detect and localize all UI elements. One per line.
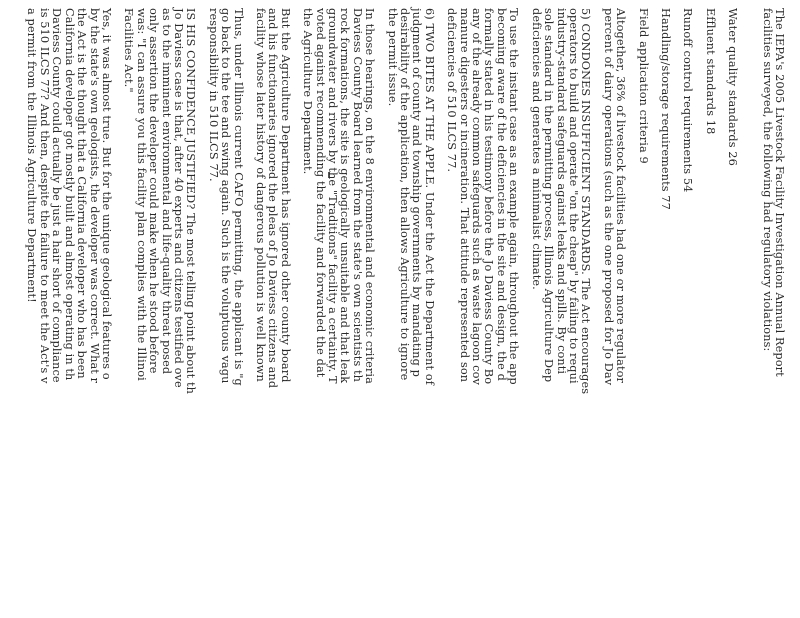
- paragraph-p5: [659, 8, 671, 608]
- paragraph-p1: [760, 8, 785, 608]
- text-line: Yes, it was almost true. But for the unique geological features o: [99, 8, 113, 380]
- paragraph-p3: [703, 8, 715, 608]
- text-line: Daviess County Board learned from the state's own scientists th: [350, 8, 364, 383]
- paragraph-p4: [681, 8, 693, 608]
- text-line: Water quality standards 26: [726, 8, 740, 166]
- text-line: percent of dairy operations (such as the one proposed for Jo Dav: [601, 8, 615, 386]
- text-line: To use the instant case as an example again, throughout the app: [507, 8, 521, 385]
- text-line: only assertion the developer could make when he stood before: [147, 8, 161, 374]
- paragraph-p14: [122, 8, 196, 608]
- text-line: In those hearings, on the 8 environmental and economic criteria: [363, 8, 377, 384]
- paragraph-p2: [726, 8, 738, 608]
- text-line: facility whose later history of dangerous pollution is well known: [254, 8, 267, 382]
- text-line: Daviess County could actually be just a hair short of compliance: [50, 8, 64, 383]
- text-line: voted against recommending the facility and forwarded the dat: [313, 8, 327, 378]
- text-line: rock formations, the site is geologically unsuitable and that leak: [338, 8, 352, 384]
- text-line: desirability of the application, then allows Agriculture to ignore: [398, 8, 412, 381]
- text-line: Effluent standards 18: [703, 8, 717, 135]
- text-column: [25, 8, 785, 608]
- paragraph-p8: [529, 8, 591, 608]
- paragraph-p15: [25, 8, 112, 608]
- text-line: 5) CONDONES INSUFFICIENT STANDARDS. The Act encourages: [579, 8, 593, 395]
- text-line: go back to the tee and swing again. Such is the voluptuous vagu: [219, 8, 233, 384]
- paragraph-p10: [385, 8, 435, 608]
- text-line: Altogether, 36% of livestock facilities had one or more regulator: [614, 8, 628, 383]
- text-line: the permit issue.: [385, 8, 399, 107]
- text-line: responsibility in 510 ILCS 77.: [206, 8, 220, 182]
- text-line: a permit from the Illinois Agriculture Department!: [25, 8, 39, 303]
- paragraph-p11: [301, 8, 375, 608]
- text-line: formally stated in his testimony before the Jo Daviess County Bo: [482, 8, 496, 385]
- text-line: Runoff control requirements 54: [681, 8, 695, 193]
- text-line: Handling/storage requirements 77: [658, 8, 672, 210]
- text-line: by the state's own geologists, the developer was correct. What r: [87, 8, 101, 384]
- text-line: was: "I can assure you this facility plan complies with the Illinoi: [134, 8, 148, 381]
- text-line: operators to build and operate "on the cheap" by failing to requi: [566, 8, 580, 384]
- text-line: Jo Daviess case is that, after 40 experts and citizens testified ove: [171, 8, 185, 388]
- text-line: any of the already common safeguards such as waste lagoon cov: [470, 8, 484, 385]
- text-line: deficiencies of 510 ILCS 77.: [445, 8, 459, 173]
- text-line: the Agriculture Department.: [301, 8, 315, 175]
- text-line: and his functionaries ignored the pleas of Jo Daviess citizens and: [266, 8, 280, 389]
- text-line: industry-standard safeguards against leaks and spills. By conti: [554, 8, 568, 375]
- text-line: California developer got mostly built and almost operating in th: [62, 8, 76, 381]
- paragraph-p9: [445, 8, 519, 608]
- paragraph-p13: [206, 8, 243, 608]
- text-line: is 510 ILCS 77? And then, despite the failure to meet the Act's v: [37, 8, 51, 384]
- text-line: 6) TWO BITES AT THE APPLE. Under the Act the Department of: [422, 8, 436, 385]
- text-line: groundwater and rivers by the "Traditions" facility a certainty. T: [326, 8, 340, 384]
- paragraph-p7: [601, 8, 626, 608]
- text-line: manure digesters or incineration. That attitude represented son: [457, 8, 471, 383]
- text-line: IS HIS CONFIDENCE JUSTIFIED? The most telling point about th: [184, 8, 198, 394]
- text-line: Field application criteria 9: [636, 8, 650, 164]
- text-line: as to the imminent environmental and life-quality threat posed: [159, 8, 173, 375]
- text-line: the Act is the thought that a California developer who has been: [75, 8, 89, 379]
- text-line: Facilities Act.": [122, 8, 136, 93]
- paragraph-p12: [254, 8, 291, 608]
- text-line: The IEPA's 2005 Livestock Facility Investigation Annual Report: [773, 8, 786, 377]
- text-line: judgment of county and township governments by mandating p: [410, 8, 424, 377]
- text-line: But the Agriculture Department has ignored other county board: [278, 8, 292, 383]
- paragraph-p6: [636, 8, 648, 608]
- text-line: sole standard in the permitting process, Illinois Agriculture Dep: [542, 8, 556, 383]
- text-line: becoming aware of the deficiencies in the site and design, the d: [494, 8, 508, 381]
- text-line: facilities surveyed, the following had regulatory violations:: [760, 8, 774, 352]
- text-line: Thus, under Illinois current CAFO permitting, the applicant is "g: [231, 8, 245, 386]
- text-line: deficiencies and generates a minimalist climate.: [529, 8, 543, 290]
